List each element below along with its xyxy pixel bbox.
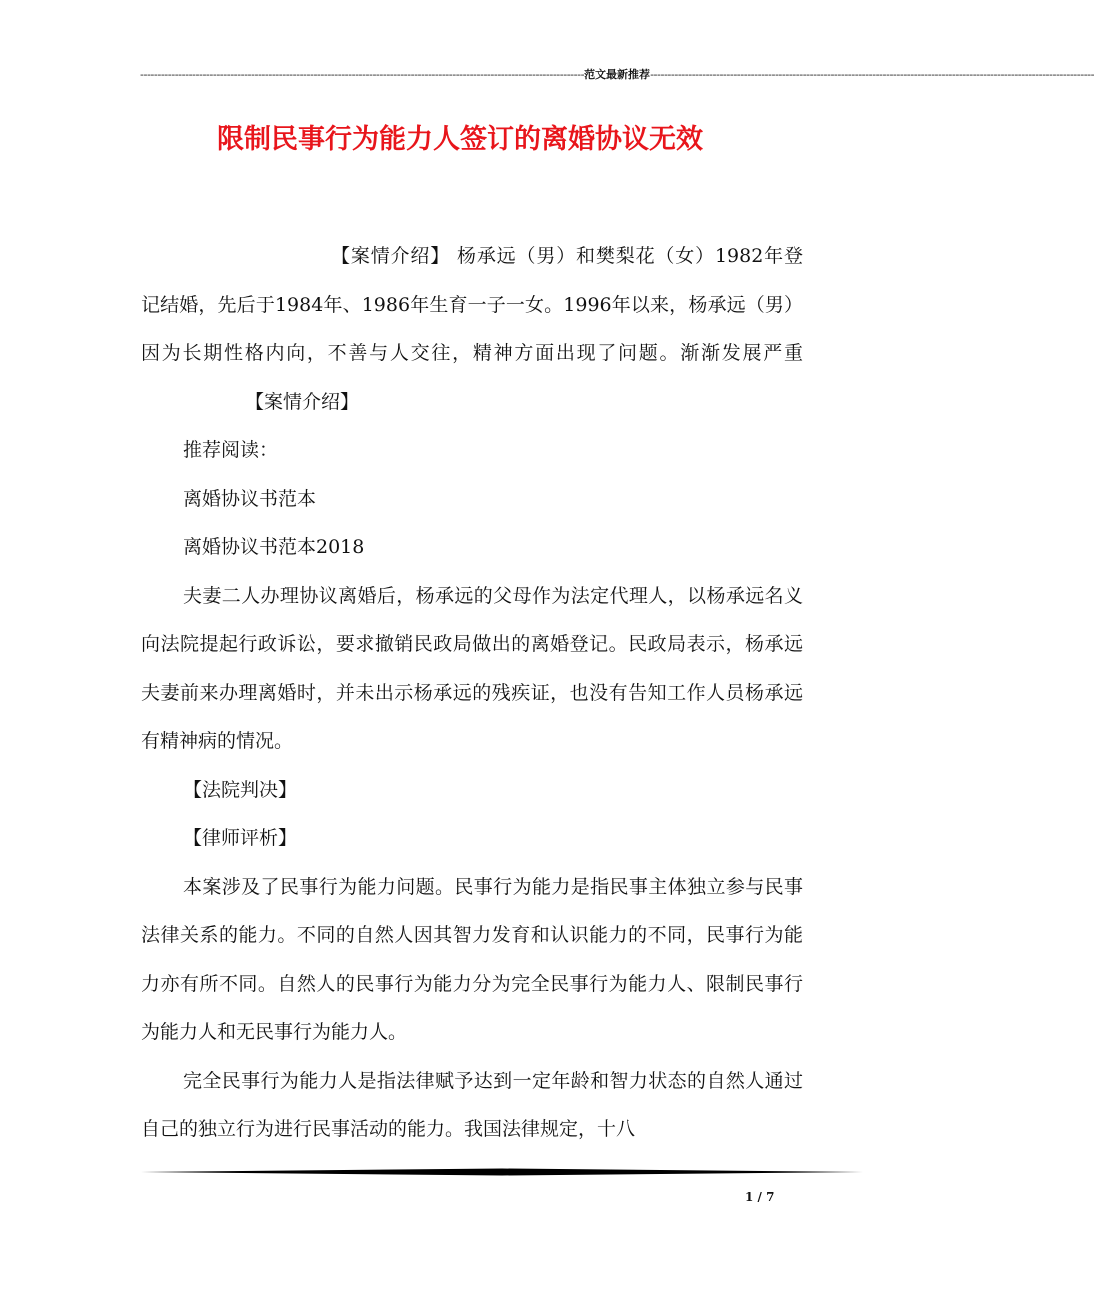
case-intro-tag: 【案情介绍】 [331,245,451,267]
header-label: 范文最新推荐 [584,68,651,81]
footer-divider [141,1168,863,1176]
paragraph-recommended-reading: 推荐阅读： [183,439,279,461]
header-dashes-right: -------------------------------------------------------------------------------------------------------------------------------- [650,68,1094,81]
paragraph-court-judgment: 【法院判决】 [183,778,298,801]
paragraph-analysis-2: 完全民事行为能力人是指法律赋予达到一定年龄和智力状态的自然人通过自己的独立行为进行民事活动的能力。我国法律规定，十八 [141,1069,803,1140]
paragraph-case-intro [141,232,803,426]
case-intro-text: 杨承远（男）和樊梨花（女）1982年登记结婚，先后于1984年、1986年生育一子一女。1996年以来，杨承远（男）因为长期性格内向，不善与人交往，精神方面出现了问题。渐渐发展严重 [141,245,803,364]
page-number: 1 / 7 [745,1190,775,1204]
document-title: 限制民事行为能力人签订的离婚协议无效 [217,124,703,155]
document-body [141,232,803,1154]
paragraph-case-facts: 夫妻二人办理协议离婚后，杨承远的父母作为法定代理人，以杨承远名义向法院提起行政诉讼，要求撤销民政局做出的离婚登记。民政局表示，杨承远夫妻前来办理离婚时，并未出示杨承远的残疾证，也没有告知工作人员杨承远有精神病的情况。 [141,584,803,752]
paragraph-recommended-link-2: 离婚协议书范本2018 [183,536,365,558]
paragraph-analysis-1: 本案涉及了民事行为能力问题。民事行为能力是指民事主体独立参与民事法律关系的能力。不同的自然人因其智力发育和认识能力的不同，民事行为能力亦有所不同。自然人的民事行为能力分为完全民事行为能力人、限制民事行为能力人和无民事行为能力人。 [141,875,803,1043]
case-intro-tail-tag: 【案情介绍】 [245,390,360,413]
page-header [140,66,1094,84]
paragraph-lawyer-analysis: 【律师评析】 [183,827,298,849]
header-dashes-left: -------------------------------------------------------------------------------------------------------------------------------- [140,68,585,81]
paragraph-recommended-link-1: 离婚协议书范本 [183,487,317,510]
